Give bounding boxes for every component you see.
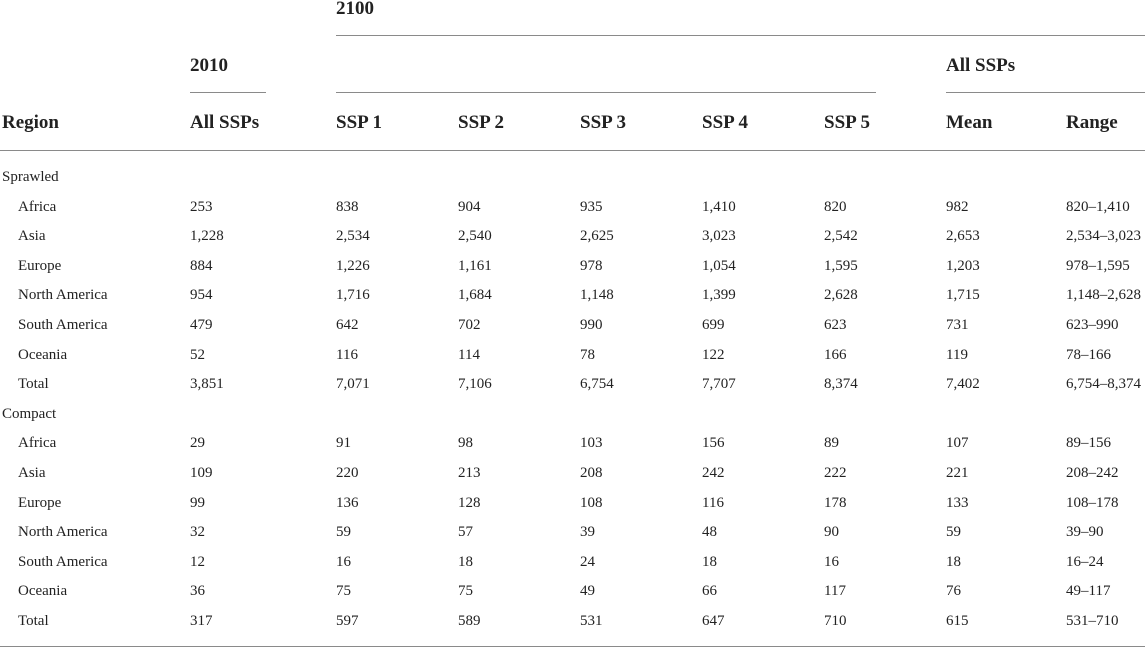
cell-range: 1,148–2,628 [1066,287,1141,304]
cell-ssp4: 1,410 [702,198,736,215]
cell-ssp4: 66 [702,583,717,600]
cell-ssp3: 1,148 [580,287,614,304]
cell-region: Europe [18,257,62,274]
cell-range: 39–90 [1066,524,1104,541]
cell-all-ssps-2010: 12 [190,553,205,570]
cell-ssp3: 935 [580,198,603,215]
cell-range: 89–156 [1066,435,1111,452]
header-ssp1: SSP 1 [336,112,382,133]
cell-ssp4: 3,023 [702,228,736,245]
cell-ssp5: 2,628 [824,287,858,304]
cell-region: North America [18,524,108,541]
cell-ssp4: 18 [702,553,717,570]
cell-range: 6,754–8,374 [1066,376,1141,393]
cell-ssp5: 8,374 [824,376,858,393]
header-all-ssps-2010: All SSPs [190,112,260,133]
cell-ssp2: 57 [458,524,473,541]
cell-ssp1: 116 [336,346,358,363]
cell-region: Europe [18,494,62,511]
cell-mean: 221 [946,465,969,481]
cell-region: Asia [18,228,46,245]
cell-ssp2: 75 [458,583,473,600]
cell-mean: 1,203 [946,257,980,274]
cell-ssp5: 166 [824,346,847,363]
cell-ssp1: 597 [336,613,359,629]
cell-ssp2: 128 [458,494,481,511]
cell-ssp5: 2,542 [824,228,858,245]
cell-ssp5: 820 [824,198,847,215]
cell-ssp1: 1,716 [336,287,370,304]
cell-mean: 107 [946,435,969,452]
cell-ssp5: 16 [824,553,839,570]
cell-region: Africa [18,198,57,215]
cell-all-ssps-2010: 3,851 [190,376,224,393]
header-2010: 2010 [190,55,228,76]
rule-ssp-span [336,92,876,93]
cell-region: Total [18,376,49,393]
header-ssp2: SSP 2 [458,112,504,133]
cell-ssp2: 7,106 [458,376,492,393]
rule-header-bottom [0,150,1145,151]
cell-region: Africa [18,435,57,452]
cell-range: 2,534–3,023 [1066,228,1141,245]
cell-ssp2: 1,161 [458,257,492,274]
cell-ssp3: 2,625 [580,228,614,245]
cell-ssp2: 213 [458,465,481,481]
cell-ssp3: 108 [580,494,603,511]
header-all-ssps-group: All SSPs [946,55,1016,76]
cell-range: 49–117 [1066,583,1111,600]
cell-ssp1: 16 [336,553,351,570]
cell-mean: 7,402 [946,376,980,393]
cell-range: 78–166 [1066,346,1111,363]
cell-all-ssps-2010: 479 [190,317,213,333]
cell-ssp3: 208 [580,465,603,481]
rule-2100-span [336,35,1145,36]
group-label: Sprawled [2,169,59,185]
cell-region: Asia [18,465,46,481]
cell-ssp5: 117 [824,583,846,600]
cell-region: Total [18,613,49,629]
cell-mean: 615 [946,613,969,629]
cell-range: 108–178 [1066,494,1119,511]
cell-region: North America [18,287,108,304]
cell-all-ssps-2010: 954 [190,287,213,304]
cell-mean: 731 [946,317,969,333]
cell-range: 820–1,410 [1066,198,1130,215]
header-2100: 2100 [336,0,374,19]
cell-ssp5: 222 [824,465,847,481]
cell-ssp2: 18 [458,553,473,570]
cell-mean: 76 [946,583,961,600]
cell-ssp4: 699 [702,317,725,333]
cell-ssp3: 6,754 [580,376,614,393]
cell-all-ssps-2010: 36 [190,583,205,600]
cell-all-ssps-2010: 52 [190,346,205,363]
cell-ssp4: 48 [702,524,717,541]
cell-ssp4: 242 [702,465,725,481]
cell-region: South America [18,317,108,333]
cell-ssp3: 78 [580,346,595,363]
header-range: Range [1066,112,1118,133]
cell-ssp4: 1,399 [702,287,736,304]
cell-ssp5: 1,595 [824,257,858,274]
cell-ssp2: 702 [458,317,481,333]
cell-mean: 133 [946,494,969,511]
cell-ssp1: 91 [336,435,351,452]
cell-ssp4: 122 [702,346,725,363]
cell-ssp3: 24 [580,553,595,570]
cell-ssp5: 178 [824,494,847,511]
cell-all-ssps-2010: 99 [190,494,205,511]
header-mean: Mean [946,112,993,133]
cell-ssp3: 978 [580,257,603,274]
header-ssp3: SSP 3 [580,112,626,133]
cell-ssp4: 1,054 [702,257,736,274]
cell-all-ssps-2010: 32 [190,524,205,541]
cell-mean: 982 [946,198,969,215]
cell-ssp4: 156 [702,435,725,452]
cell-range: 623–990 [1066,317,1119,333]
cell-ssp2: 904 [458,198,481,215]
cell-ssp3: 49 [580,583,595,600]
cell-all-ssps-2010: 884 [190,257,213,274]
cell-range: 208–242 [1066,465,1119,481]
cell-ssp4: 647 [702,613,725,629]
cell-ssp2: 589 [458,613,481,629]
cell-ssp2: 2,540 [458,228,492,245]
cell-ssp2: 1,684 [458,287,492,304]
cell-ssp3: 103 [580,435,603,452]
cell-all-ssps-2010: 29 [190,435,205,452]
cell-mean: 18 [946,553,961,570]
cell-ssp1: 7,071 [336,376,370,393]
cell-ssp3: 990 [580,317,603,333]
cell-ssp5: 710 [824,613,847,629]
cell-mean: 59 [946,524,961,541]
cell-ssp1: 642 [336,317,359,333]
cell-ssp3: 39 [580,524,595,541]
cell-region: Oceania [18,583,68,600]
cell-all-ssps-2010: 109 [190,465,213,481]
cell-mean: 1,715 [946,287,980,304]
cell-ssp2: 114 [458,346,480,363]
cell-region: Oceania [18,346,68,363]
cell-ssp1: 220 [336,465,359,481]
cell-range: 978–1,595 [1066,257,1130,274]
cell-ssp3: 531 [580,613,603,629]
cell-ssp4: 7,707 [702,376,736,393]
header-ssp5: SSP 5 [824,112,870,133]
cell-ssp1: 59 [336,524,351,541]
cell-mean: 2,653 [946,228,980,245]
cell-ssp5: 623 [824,317,847,333]
rule-2010-span [190,92,266,93]
cell-mean: 119 [946,346,968,363]
cell-ssp5: 90 [824,524,839,541]
cell-ssp1: 136 [336,494,359,511]
header-region: Region [2,112,59,133]
cell-ssp1: 838 [336,198,359,215]
cell-range: 16–24 [1066,553,1104,570]
rule-all-ssps-span [946,92,1145,93]
cell-ssp4: 116 [702,494,724,511]
cell-range: 531–710 [1066,613,1119,629]
cell-all-ssps-2010: 253 [190,198,213,215]
header-ssp4: SSP 4 [702,112,748,133]
cell-ssp5: 89 [824,435,839,452]
cell-ssp2: 98 [458,435,473,452]
cell-region: South America [18,553,108,570]
cell-all-ssps-2010: 1,228 [190,228,224,245]
cell-ssp1: 75 [336,583,351,600]
cell-ssp1: 2,534 [336,228,370,245]
cell-all-ssps-2010: 317 [190,613,213,629]
cell-ssp1: 1,226 [336,257,370,274]
group-label: Compact [2,405,57,422]
